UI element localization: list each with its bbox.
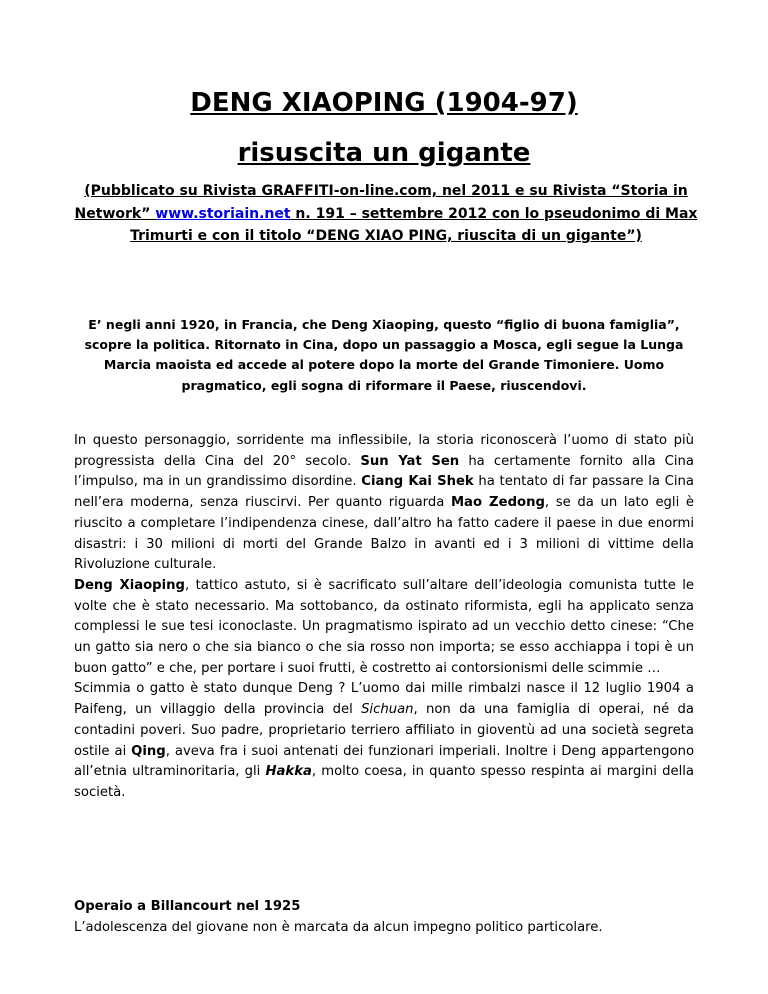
sun-yat-sen-bold: Sun Yat Sen: [360, 453, 460, 469]
title-line-2: risuscita un gigante: [237, 138, 531, 168]
mao-zedong-bold: Mao Zedong: [450, 495, 545, 511]
ciang-kai-shek-bold: Ciang Kai Shek: [361, 474, 474, 490]
hakka-bold-italic: Hakka: [265, 764, 312, 780]
para3-text-3: , aveva fra i suoi antenati dei funzionari imperiali. Inoltre i Deng appartengono all’etnia ultraminoritaria, gli: [74, 743, 695, 780]
section-heading: Operaio a Billancourt nel 1925: [74, 899, 301, 914]
publication-text-before-link: (Pubblicato su Rivista GRAFFITI-on-line.com, nel 2011 e su Rivista “Storia in Network”: [74, 183, 688, 222]
section-billancourt: [74, 897, 694, 938]
para2-text-1: , tattico astuto, si è sacrificato sull’altare dell’ideologia comunista tutte le volte che è stato necessario. Ma sottobanco, da ostinato riformista, egli ha applicato senza complessi le sue tesi iconoclaste. Un pragmatismo ispirato ad un vecchio detto cinese: “Che un gatto sia nero o che sia bianco o che sia rosso non importa; se esso acchiappa i topi è un buon gatto” e che, per portare i suoi frutti, è costretto ai contorsionismi delle scimmie …: [74, 577, 694, 676]
qing-bold: Qing: [131, 743, 166, 759]
paragraph-2: [74, 576, 694, 680]
paragraph-3: [74, 679, 694, 803]
title-line-1: DENG XIAOPING (1904-97): [190, 88, 578, 118]
para3-text-4: , molto coesa, in quanto spesso respinta ai margini della società.: [74, 764, 695, 800]
section-text: L’adolescenza del giovane non è marcata da alcun impegno politico particolare.: [74, 919, 603, 935]
paragraph-1: [74, 431, 694, 576]
storiain-link[interactable]: www.storiain.net: [155, 205, 291, 222]
article-body: [74, 431, 694, 804]
para1-text-1: In questo personaggio, sorridente ma inflessibile, la storia riconoscerà l’uomo di stato più progressista della Cina del 20° secolo.: [74, 433, 694, 469]
deng-xiaoping-bold: Deng Xiaoping: [74, 577, 185, 593]
para3-text-2: , non da una famiglia di operai, né da contadini poveri. Suo padre, proprietario terriero affiliato in gioventù ad una società segreta ostile ai: [74, 702, 694, 759]
publication-note: [72, 180, 700, 248]
para1-text-3: ha tentato di far passare la Cina nell’era moderna, senza riuscirvi. Per quanto riguarda: [74, 474, 694, 511]
sichuan-italic: Sichuan: [361, 702, 414, 718]
para1-text-2: ha certamente fornito alla Cina l’impulso, ma in un grandissimo disordine.: [74, 453, 694, 490]
abstract: E’ negli anni 1920, in Francia, che Deng Xiaoping, questo “figlio di buona famiglia”, scopre la politica. Ritornato in Cina, dopo un passaggio a Mosca, egli segue la Lunga Marcia maoista ed accede al potere dopo la morte del Grande Timoniere. Uomo pragmatico, egli sogna di riformare il Paese, riuscendovi.: [84, 317, 684, 393]
publication-text-after-link: n. 191 – settembre 2012 con lo pseudonimo di Max Trimurti e con il titolo “DENG XIAO PING, riuscita di un gigante”): [130, 205, 698, 244]
para1-text-4: , se da un lato egli è riuscito a completare l’indipendenza cinese, dall’altro ha fatto cadere il paese in due enormi disastri: i 30 milioni di morti del Grande Balzo in avanti ed i 3 milioni di vittime della Rivoluzione culturale.: [74, 495, 695, 573]
para3-text-1: Scimmia o gatto è stato dunque Deng ? L’uomo dai mille rimbalzi nasce il 12 luglio 1904 a Paifeng, un villaggio della provincia del: [74, 681, 694, 718]
